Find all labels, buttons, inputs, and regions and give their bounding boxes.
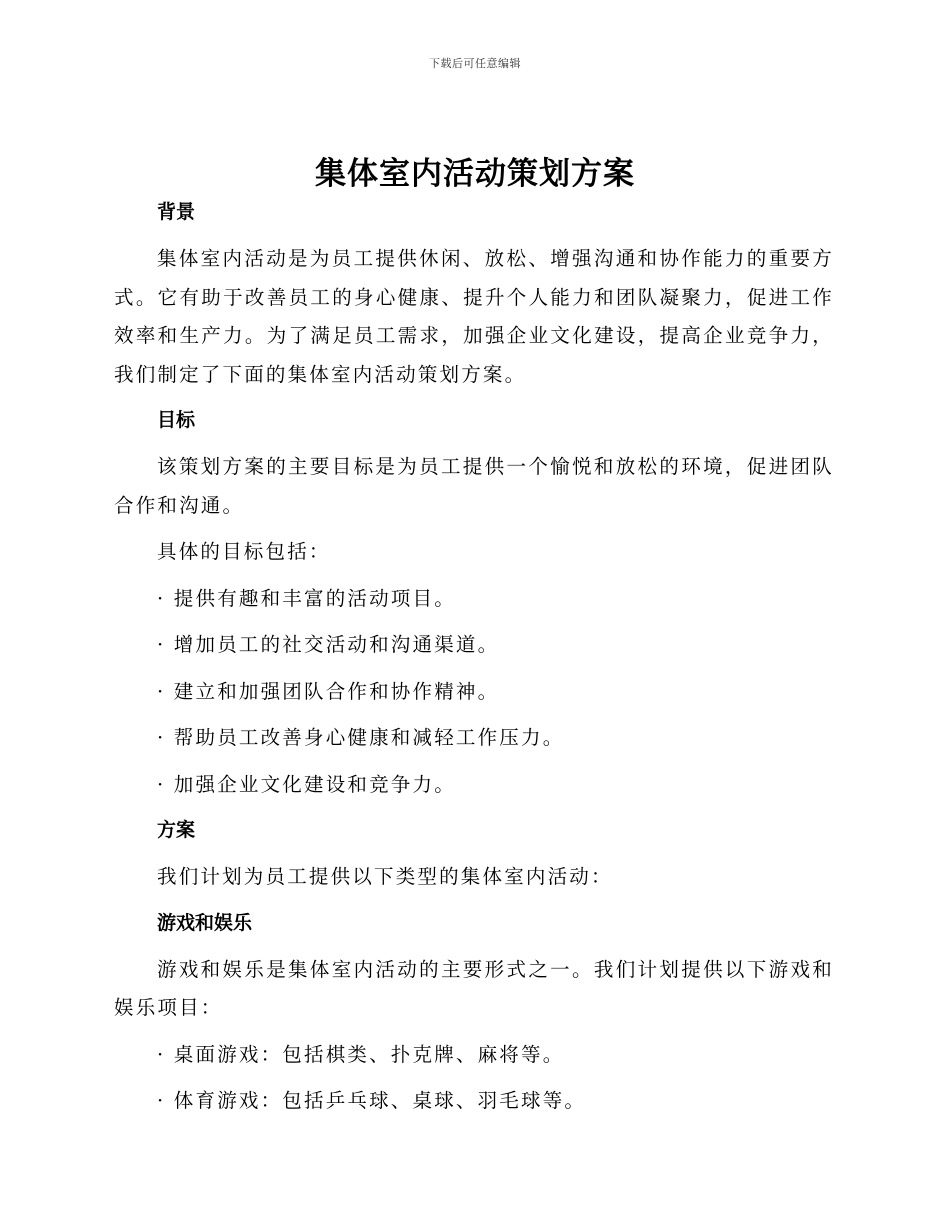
section-heading-goals: 目标 bbox=[157, 409, 196, 431]
plan-intro: 我们计划为员工提供以下类型的集体室内活动： bbox=[157, 865, 613, 888]
goal-list-item: · 建立和加强团队合作和协作精神。 bbox=[157, 679, 500, 703]
games-paragraph: 游戏和娱乐是集体室内活动的主要形式之一。我们计划提供以下游戏和娱乐项目： bbox=[114, 957, 834, 1019]
section-heading-background: 背景 bbox=[157, 201, 196, 223]
document-body bbox=[114, 194, 834, 1129]
goal-list-item: · 提供有趣和丰富的活动项目。 bbox=[157, 586, 456, 610]
games-list-item: · 体育游戏：包括乒乓球、桌球、羽毛球等。 bbox=[157, 1089, 587, 1112]
goal-list-item: · 帮助员工改善身心健康和减轻工作压力。 bbox=[157, 726, 565, 749]
games-list-item: · 桌面游戏：包括棋类、扑克牌、麻将等。 bbox=[157, 1042, 565, 1066]
document-title: 集体室内活动策划方案 bbox=[315, 156, 635, 192]
header-note: 下载后可任意编辑 bbox=[429, 57, 521, 70]
goal-list-item: · 加强企业文化建设和竞争力。 bbox=[157, 772, 456, 796]
section-heading-plan: 方案 bbox=[157, 819, 196, 841]
background-paragraph: 集体室内活动是为员工提供休闲、放松、增强沟通和协作能力的重要方式。它有助于改善员工的身心健康、提升个人能力和团队凝聚力，促进工作效率和生产力。为了满足员工需求，加强企业文化建设，提高企业竞争力，我们制定了下面的集体室内活动策划方案。 bbox=[114, 247, 834, 386]
goal-list-item: · 增加员工的社交活动和沟通渠道。 bbox=[157, 633, 500, 656]
goals-intro: 具体的目标包括： bbox=[157, 540, 331, 563]
section-heading-games: 游戏和娱乐 bbox=[157, 911, 253, 934]
goals-paragraph: 该策划方案的主要目标是为员工提供一个愉悦和放松的环境，促进团队合作和沟通。 bbox=[114, 455, 834, 517]
